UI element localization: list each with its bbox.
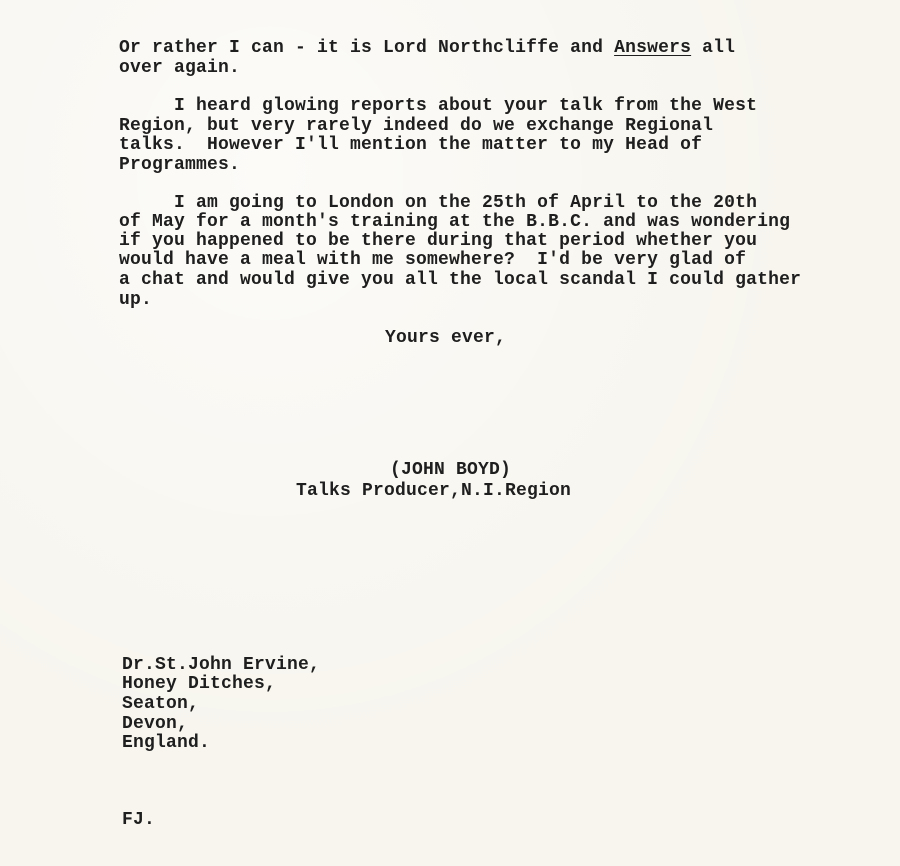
paragraph-1-line-2: over again. [119, 58, 241, 78]
answers-underlined: Answers [614, 38, 692, 58]
closing: Yours ever, [385, 328, 507, 348]
typist-initials: FJ. [122, 810, 156, 830]
paragraph-3-line-2: of May for a month's training at the B.B.C. and was wondering [119, 212, 791, 232]
paragraph-1-line-1 [119, 38, 735, 58]
address-line-1: Dr.St.John Ervine, [122, 655, 321, 675]
paragraph-3-line-3: if you happened to be there during that period whether you [119, 231, 758, 251]
p1-text-b: all [691, 38, 736, 58]
address-line-5: England. [122, 733, 211, 753]
paragraph-3-line-4: would have a meal with me somewhere? I'd be very glad of [119, 250, 747, 270]
paragraph-2-line-2: Region, but very rarely indeed do we exchange Regional [119, 116, 714, 136]
signature-name: (JOHN BOYD) [390, 460, 512, 480]
paragraph-3-line-6: up. [119, 290, 153, 310]
address-line-3: Seaton, [122, 694, 200, 714]
address-line-2: Honey Ditches, [122, 674, 277, 694]
paragraph-2-line-3: talks. However I'll mention the matter to my Head of [119, 135, 703, 155]
paragraph-3-line-5: a chat and would give you all the local scandal I could gather [119, 270, 802, 290]
signature-title: Talks Producer,N.I.Region [296, 481, 572, 501]
paragraph-2-line-4: Programmes. [119, 155, 241, 175]
paragraph-2-line-1: I heard glowing reports about your talk from the West [119, 96, 758, 116]
address-line-4: Devon, [122, 714, 189, 734]
paragraph-3-line-1: I am going to London on the 25th of April to the 20th [119, 193, 758, 213]
p1-text-a: Or rather I can - it is Lord Northcliffe and [119, 38, 615, 58]
